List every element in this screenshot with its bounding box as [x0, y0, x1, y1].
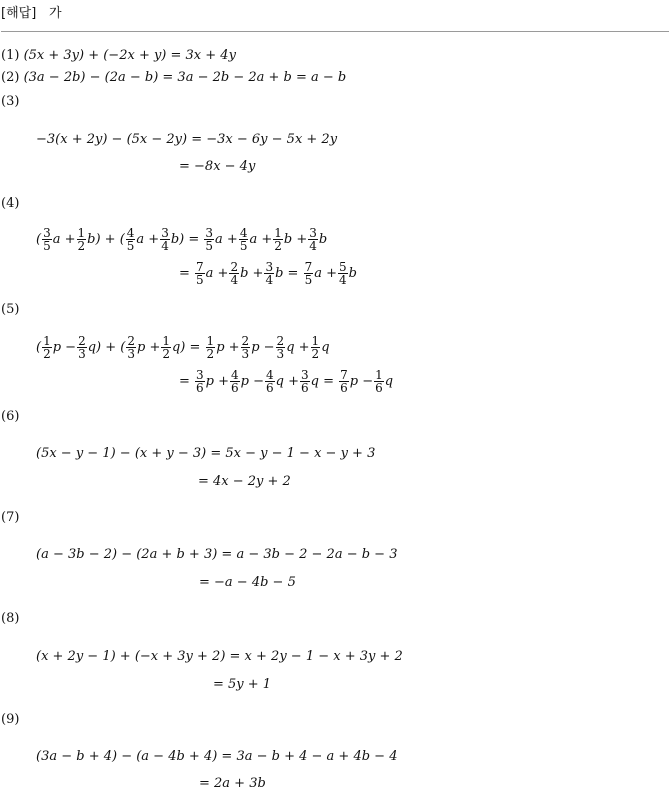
problem-1: [1, 48, 236, 64]
answer-choice: 가: [49, 6, 62, 21]
problem-9-label: (9): [1, 712, 20, 727]
problem-3-label: (3): [1, 94, 20, 109]
problem-4-line-2: = $\frac{7}{5}$ a + $\frac{2}{4}$ b + $\frac{3}{4}$ b = $\frac{7}{5}$ a + $\frac{5}{4}$ b: [179, 259, 357, 287]
problem-9-line-1: (3a − b + 4) − (a − 4b + 4) = 3a − b + 4 − a + 4b − 4: [36, 749, 398, 764]
problem-2: [1, 70, 346, 86]
problem-2-expression: (3a − 2b) − (2a − b) = 3a − 2b − 2a + b = a − b: [23, 70, 347, 85]
answer-tag: [해답]: [1, 6, 37, 21]
problem-1-label: (1): [1, 48, 20, 63]
problem-7-line-2: = −a − 4b − 5: [199, 575, 296, 590]
problem-7-line-1: (a − 3b − 2) − (2a + b + 3) = a − 3b − 2 − 2a − b − 3: [36, 547, 398, 562]
problem-6-label: (6): [1, 409, 20, 424]
problem-5-line-1: ( $\frac{1}{2}$ p − $\frac{2}{3}$ q) + ( $\frac{2}{3}$ p + $\frac{1}{2}$ q) = $\frac{1}{2}$ p + $\frac{2}{3}$ p − $\frac{2}{3}$ q + $\frac{1}{2}$ q: [36, 333, 330, 361]
answer-header: [1, 0, 669, 32]
problem-8-line-1: (x + 2y − 1) + (−x + 3y + 2) = x + 2y − 1 − x + 3y + 2: [36, 649, 403, 664]
problem-6-line-1: (5x − y − 1) − (x + y − 3) = 5x − y − 1 − x − y + 3: [36, 446, 376, 461]
problem-6-line-2: = 4x − 2y + 2: [198, 474, 291, 489]
problem-3-line-1: −3(x + 2y) − (5x − 2y) = −3x − 6y − 5x + 2y: [36, 132, 338, 147]
problem-5-label: (5): [1, 302, 20, 317]
problem-5-line-2: = $\frac{3}{6}$ p + $\frac{4}{6}$ p − $\frac{4}{6}$ q + $\frac{3}{6}$ q = $\frac{7}{6}$ p − $\frac{1}{6}$ q: [179, 367, 394, 395]
problem-8-label: (8): [1, 611, 20, 626]
problem-3-line-2: = −8x − 4y: [179, 159, 256, 174]
problem-4-label: (4): [1, 196, 20, 211]
problem-9-line-2: = 2a + 3b: [199, 776, 266, 791]
problem-8-line-2: = 5y + 1: [213, 677, 272, 692]
problem-2-label: (2): [1, 70, 20, 85]
problem-4-line-1: ( $\frac{3}{5}$ a + $\frac{1}{2}$ b) + ( $\frac{4}{5}$ a + $\frac{3}{4}$ b) = $\frac{3}{5}$ a + $\frac{4}{5}$ a + $\frac{1}{2}$ b + $\frac{3}{4}$ b: [36, 225, 328, 253]
problem-7-label: (7): [1, 510, 20, 525]
problem-1-expression: (5x + 3y) + (−2x + y) = 3x + 4y: [23, 48, 236, 63]
